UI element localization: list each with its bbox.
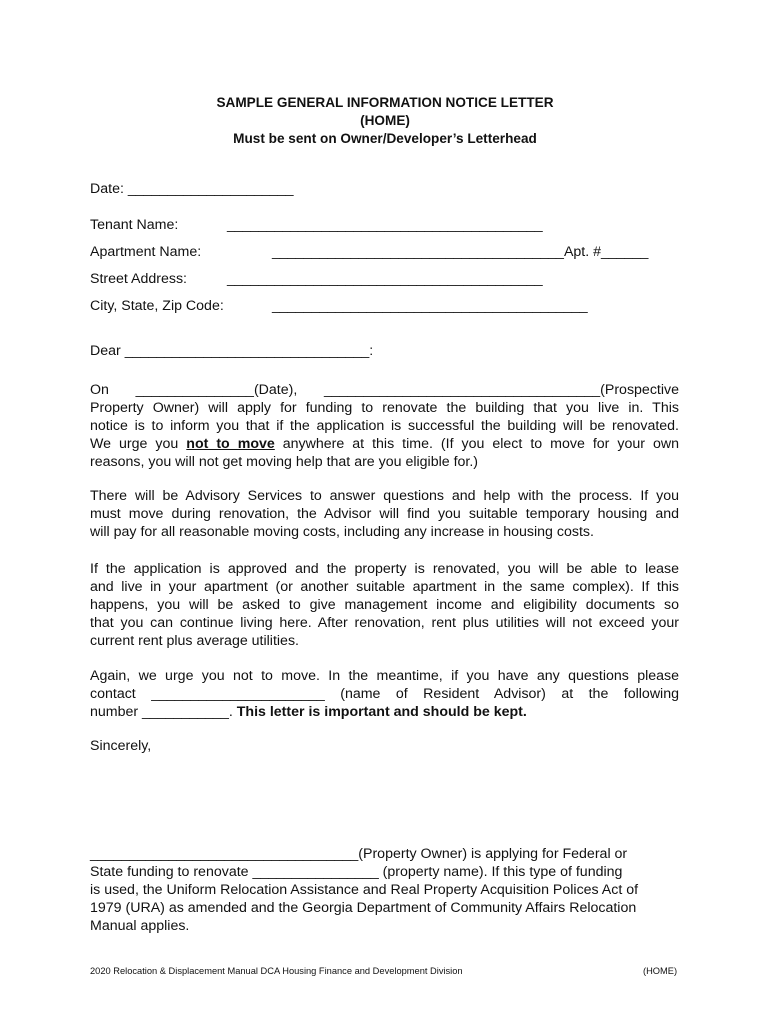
footer-left: 2020 Relocation & Displacement Manual DCA Housing Finance and Development Division (90, 966, 463, 976)
paragraph-line: contact ______________________ (name of Resident Advisor) at the following (90, 686, 679, 702)
paragraph-line: On _______________(Date), ___________________________________(Prospective (90, 382, 679, 398)
city-state-zip-label: City, State, Zip Code: (90, 298, 224, 314)
tenant-name-label: Tenant Name: (90, 217, 179, 233)
city-state-zip-blank: ________________________________________ (272, 298, 588, 314)
paragraph-line: happens, you will be asked to give management income and eligibility documents so (90, 597, 679, 613)
paragraph-line: If the application is approved and the property is renovated, you will be able to lease (90, 561, 679, 577)
paragraph-line: State funding to renovate ________________ (property name). If this type of funding (90, 864, 623, 880)
paragraph-line: Property Owner) will apply for funding to renovate the building that you live in. This (90, 400, 679, 416)
footer-right: (HOME) (643, 966, 678, 976)
text: number ___________. (90, 704, 237, 720)
paragraph-line: current rent plus average utilities. (90, 633, 299, 649)
paragraph-line (90, 703, 527, 721)
apartment-name-label: Apartment Name: (90, 244, 202, 260)
text: We urge you (90, 436, 187, 452)
paragraph-line: reasons, you will not get moving help that are you eligible for.) (90, 454, 479, 470)
emphasis-not-to-move: not to move (186, 436, 275, 452)
paragraph-line: and live in your apartment (or another suitable apartment in the same complex). If this (90, 579, 679, 595)
paragraph-line (90, 435, 679, 453)
paragraph-line: will pay for all reasonable moving costs, including any increase in housing costs. (90, 524, 594, 540)
paragraph-line: must move during renovation, the Advisor will find you suitable temporary housing and (90, 506, 679, 522)
paragraph-line: __________________________________(Property Owner) is applying for Federal or (90, 846, 628, 862)
paragraph-line: is used, the Uniform Relocation Assistance and Real Property Acquisition Polices Act of (90, 882, 639, 898)
title-line-3: Must be sent on Owner/Developer’s Letterhead (233, 131, 537, 146)
street-address-label: Street Address: (90, 271, 187, 287)
paragraph-line: Manual applies. (90, 918, 190, 934)
apartment-name-blank: _____________________________________Apt. #______ (272, 244, 649, 260)
tenant-name-blank: ________________________________________ (227, 217, 543, 233)
date-field: Date: _____________________ (90, 181, 294, 197)
paragraph-line: There will be Advisory Services to answer questions and help with the process. If you (90, 488, 679, 504)
closing: Sincerely, (90, 738, 152, 754)
street-address-blank: ________________________________________ (227, 271, 543, 287)
title-line-2: (HOME) (360, 113, 410, 128)
title-line-1: SAMPLE GENERAL INFORMATION NOTICE LETTER (216, 95, 554, 110)
paragraph-line: 1979 (URA) as amended and the Georgia Department of Community Affairs Relocation (90, 900, 637, 916)
salutation: Dear _______________________________: (90, 343, 374, 359)
paragraph-line: notice is to inform you that if the application is successful the building will be renovated. (90, 418, 679, 434)
paragraph-line: Again, we urge you not to move. In the meantime, if you have any questions please (90, 668, 679, 684)
text: anywhere at this time. (If you elect to move for your own (274, 436, 679, 452)
important-notice: This letter is important and should be kept. (236, 704, 527, 720)
paragraph-line: that you can continue living here. After renovation, rent plus utilities will not exceed your (90, 615, 679, 631)
